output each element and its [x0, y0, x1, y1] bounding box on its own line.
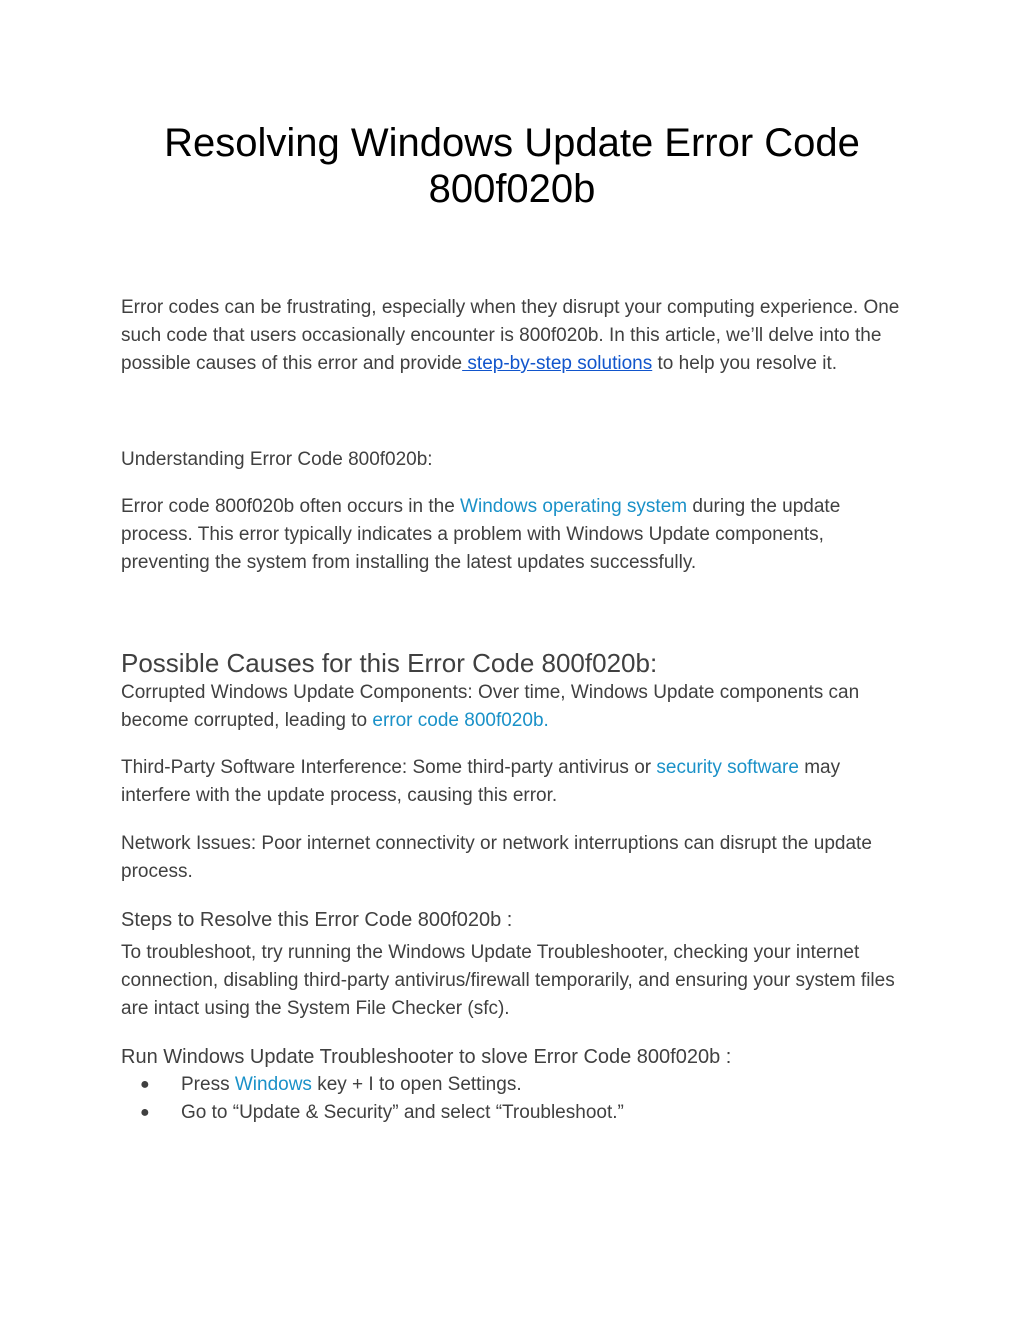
cause-third-party-software: [121, 754, 911, 810]
troubleshooter-heading: Run Windows Update Troubleshooter to slove Error Code 800f020b :: [121, 1046, 732, 1068]
troubleshooter-steps-list: [121, 1071, 911, 1127]
bullet-1-text-start: Press: [181, 1074, 235, 1095]
error-code-link[interactable]: error code 800f020b.: [372, 710, 549, 731]
security-software-link[interactable]: security software: [656, 757, 799, 778]
cause-1-text: Corrupted Windows Update Components: Over time, Windows Update components can become corrupted, leading to: [121, 682, 860, 731]
step-by-step-solutions-link[interactable]: step-by-step solutions: [462, 353, 653, 374]
cause-2-text-start: Third-Party Software Interference: Some third-party antivirus or: [121, 757, 657, 778]
steps-heading: Steps to Resolve this Error Code 800f020b :: [121, 909, 513, 931]
understanding-text-end: during the update process. This error typically indicates a problem with Windows Update components, preventing the system from installing the latest updates successfully.: [121, 496, 841, 573]
cause-network-issues: Network Issues: Poor internet connectivity or network interruptions can disrupt the update process.: [121, 833, 872, 882]
understanding-paragraph: [121, 493, 911, 577]
cause-corrupted-components: [121, 679, 911, 735]
bullet-2-text: Go to “Update & Security” and select “Troubleshoot.”: [181, 1102, 624, 1123]
intro-text-end: to help you resolve it.: [652, 353, 838, 374]
understanding-text-start: Error code 800f020b often occurs in the: [121, 496, 461, 517]
list-item: [121, 1099, 911, 1127]
steps-paragraph: To troubleshoot, try running the Windows Update Troubleshooter, checking your internet connection, disabling third-party antivirus/firewall temporarily, and ensuring your system files are intact using the System File Checker (sfc).: [121, 942, 895, 1019]
windows-link[interactable]: Windows: [234, 1074, 312, 1095]
causes-heading: Possible Causes for this Error Code 800f020b:: [121, 648, 658, 678]
intro-text-start: Error codes can be frustrating, especially when they disrupt your computing experience. One such code that users occasionally encounter is 800f020b. In this article, we’ll delve into the possible causes of this error and provide: [121, 297, 900, 374]
understanding-heading: Understanding Error Code 800f020b:: [121, 449, 433, 470]
intro-paragraph: [121, 294, 911, 378]
cause-2-text-end: may interfere with the update process, causing this error.: [121, 757, 841, 806]
bullet-dot-icon: ●: [140, 1104, 150, 1121]
bullet-1-text-end: key + I to open Settings.: [311, 1074, 522, 1095]
list-item: [121, 1071, 911, 1099]
windows-operating-system-link[interactable]: Windows operating system: [460, 496, 688, 517]
page-title: Resolving Windows Update Error Code 800f020b: [164, 121, 860, 211]
document-body: [121, 294, 911, 1127]
bullet-dot-icon: ●: [140, 1076, 150, 1093]
